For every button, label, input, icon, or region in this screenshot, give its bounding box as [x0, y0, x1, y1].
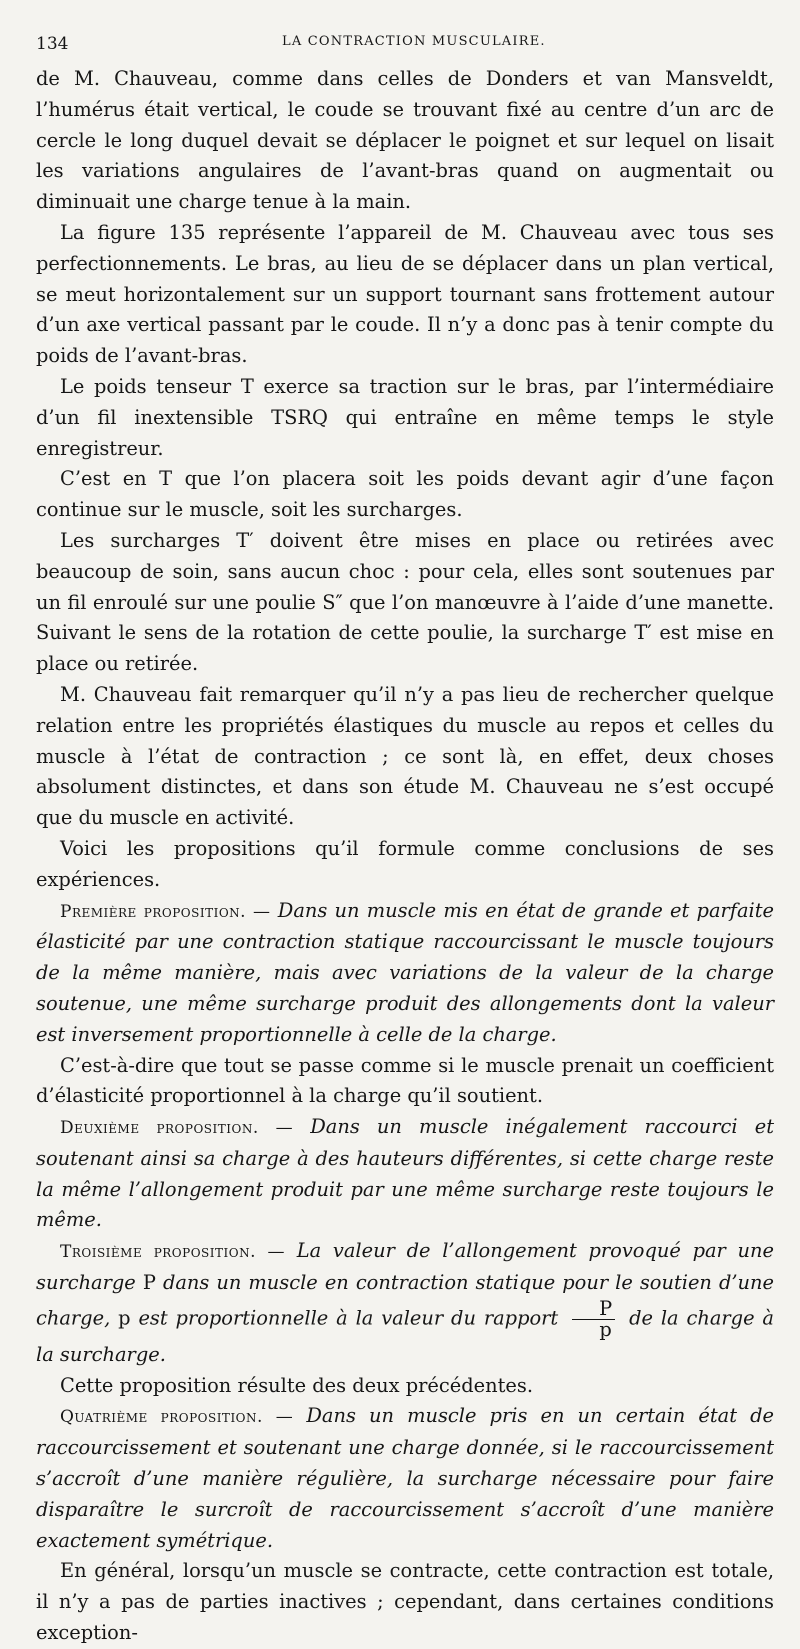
paragraph: Les surcharges T′ doivent être mises en place ou retirées avec beaucoup de soin, sans aucun choc : pour cela, elles sont soutenues par un fil enroulé sur une poulie S″ que l’on manœuvre à l’aide d’une manette. Suivant le sens de la rotation de cette poulie, la surcharge T′ est mise en place ou retirée.: [36, 528, 774, 676]
proposition-text: est proportionnelle à la valeur du rapport: [138, 1306, 559, 1330]
paragraph: C’est-à-dire que tout se passe comme si le muscle prenait un coefficient d’élasticité proportionnel à la charge qu’il soutient.: [36, 1053, 774, 1108]
proposition-label: Première proposition. —: [60, 901, 271, 922]
paragraph: La figure 135 représente l’appareil de M. Chauveau avec tous ses perfectionnements. Le bras, au lieu de se déplacer dans un plan vertical, se meut horizontalement sur un support tournant sans frottement autour d’un axe vertical passant par le coude. Il n’y a donc pas à tenir compte du poids de l’avant-bras.: [36, 220, 774, 368]
proposition-text: Dans un muscle mis en état de grande et parfaite élasticité par une contraction statique raccourcissant le muscle toujours de la même manière, mais avec variations de la valeur de la charge soutenue, une même surcharge produit des allongements dont la valeur est inversement proportionnelle à celle de la charge.: [36, 898, 774, 1046]
fraction-numerator: P: [572, 1299, 615, 1320]
proposition-text: Dans un muscle pris en un certain état de raccourcissement et soutenant une charge donnée, si le raccourcissement s’accroît d’une manière régulière, la surcharge nécessaire pour faire disparaître le surcroît de raccourcissement s’accroît d’une manière exactement symétrique.: [36, 1404, 774, 1552]
paragraph: Cette proposition résulte des deux précédentes.: [60, 1373, 533, 1397]
proposition-2: [36, 1112, 774, 1236]
proposition-text: La valeur de l’allongement provoqué par une surcharge: [36, 1239, 774, 1295]
paragraph: En général, lorsqu’un muscle se contracte, cette contraction est totale, il n’y a pas de parties inactives ; cependant, dans certaines conditions exception-: [36, 1559, 774, 1645]
page-header: [36, 30, 774, 64]
paragraph: de M. Chauveau, comme dans celles de Donders et van Mansveldt, l’humérus était vertical, le coude se trouvant fixé au centre d’un arc de cercle le long duquel devait se déplacer le poignet et sur lequel on lisait les variations angulaires de l’avant-bras quand on augmentait ou diminuait une charge tenue à la main.: [36, 67, 774, 214]
proposition-3: [36, 1236, 774, 1370]
proposition-label: Quatrième proposition. —: [60, 1407, 294, 1428]
fraction: [572, 1296, 615, 1341]
paragraph: Voici les propositions qu’il formule comme conclusions de ses expériences.: [36, 836, 774, 891]
running-title: LA CONTRACTION MUSCULAIRE.: [282, 34, 546, 49]
paragraph: Le poids tenseur T exerce sa traction sur le bras, par l’intermédiaire d’un fil inextensible TSRQ qui entraîne en même temps le style enregistreur.: [36, 374, 774, 460]
variable-P: P: [142, 1271, 156, 1295]
fraction-denominator: p: [599, 1317, 612, 1341]
body-text: [36, 64, 774, 1649]
paragraph: C’est en T que l’on placera soit les poids devant agir d’une façon continue sur le muscle, soit les surcharges.: [36, 467, 774, 522]
proposition-text: Dans un muscle inégalement raccourci et soutenant ainsi sa charge à des hauteurs différentes, si cette charge reste la même l’allongement produit par une même surcharge reste toujours le même.: [36, 1115, 774, 1232]
proposition-label: Deuxième proposition. —: [60, 1118, 294, 1139]
proposition-4: [36, 1401, 774, 1556]
variable-p: p: [118, 1306, 131, 1330]
proposition-1: [36, 896, 774, 1051]
page-number: 134: [36, 34, 69, 54]
proposition-text: dans un muscle en contraction statique pour le soutien d’une charge,: [36, 1271, 774, 1330]
proposition-text: de la charge à la surcharge.: [36, 1306, 774, 1366]
proposition-label: Troisième proposition. —: [60, 1242, 285, 1263]
paragraph: M. Chauveau fait remarquer qu’il n’y a pas lieu de rechercher quelque relation entre les propriétés élastiques du muscle au repos et celles du muscle à l’état de contraction ; ce sont là, en effet, deux choses absolument distinctes, et dans son étude M. Chauveau ne s’est occupé que du muscle en activité.: [36, 682, 774, 830]
